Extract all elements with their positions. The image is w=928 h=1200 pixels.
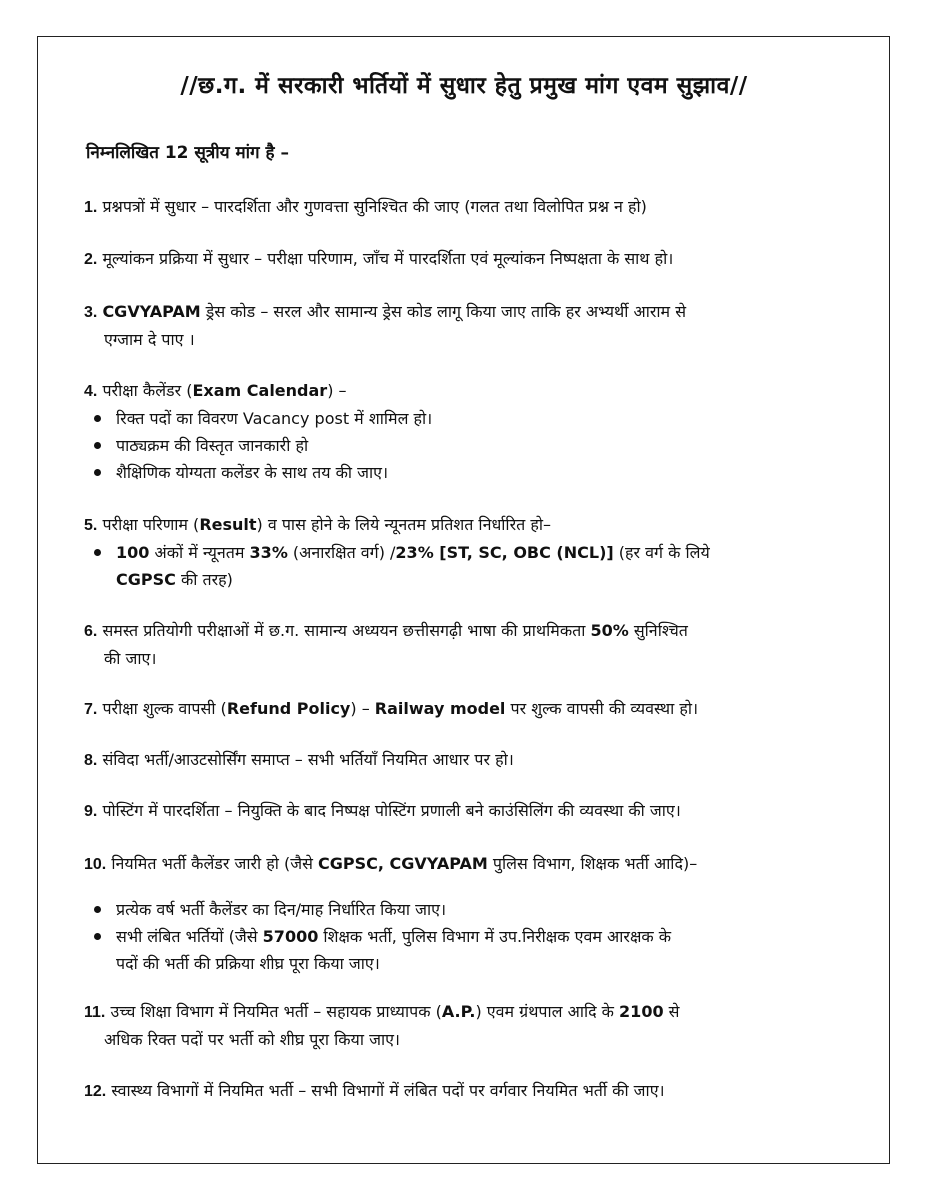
demand-item-9 bbox=[84, 797, 874, 825]
bullet-bold-text: 33% bbox=[249, 543, 288, 562]
bullet-bold-text: CGPSC bbox=[116, 570, 176, 589]
item-number: 9. bbox=[84, 803, 98, 820]
list-item bbox=[84, 459, 874, 486]
bullet-text: रिक्त पदों का विवरण Vacancy post में शामिल हो। bbox=[116, 409, 433, 428]
bullet-text: शैक्षिणिक योग्यता कलेंडर के साथ तय की जाए। bbox=[116, 463, 389, 482]
bullet-text: की तरह) bbox=[175, 570, 233, 589]
item-bold-text: Railway model bbox=[374, 699, 506, 718]
bullet-icon bbox=[94, 415, 101, 422]
item-continuation: एग्जाम दे पाए । bbox=[104, 330, 195, 349]
item-text: ) – bbox=[327, 381, 347, 400]
bullet-text: पाठ्यक्रम की विस्तृत जानकारी हो bbox=[116, 436, 309, 455]
bullet-bold-text: 23% [ST, SC, OBC (NCL)] bbox=[395, 543, 614, 562]
list-item bbox=[84, 923, 874, 977]
item-bold-text: 50% bbox=[590, 621, 629, 640]
bullet-icon bbox=[94, 549, 101, 556]
demand-item-12 bbox=[84, 1077, 874, 1105]
item-number: 10. bbox=[84, 856, 107, 873]
list-item bbox=[84, 896, 874, 923]
bullet-icon bbox=[94, 906, 101, 913]
item-text: से bbox=[663, 1002, 680, 1021]
demand-item-7 bbox=[84, 695, 874, 723]
list-item bbox=[84, 405, 874, 432]
item-text: परीक्षा कैलेंडर ( bbox=[102, 381, 193, 400]
bullet-icon bbox=[94, 933, 101, 940]
item-text: ड्रेस कोड – सरल और सामान्य ड्रेस कोड लागू किया जाए ताकि हर अभ्यर्थी आराम से bbox=[200, 302, 687, 321]
bullet-text: प्रत्येक वर्ष भर्ती कैलेंडर का दिन/माह निर्धारित किया जाए। bbox=[116, 900, 447, 919]
bullet-list bbox=[84, 896, 874, 977]
bullet-text: शिक्षक भर्ती, पुलिस विभाग में उप.निरीक्षक एवम आरक्षक के bbox=[318, 927, 672, 946]
item-number: 5. bbox=[84, 517, 98, 534]
item-text: सुनिश्चित bbox=[628, 621, 688, 640]
bullet-text: पदों की भर्ती की प्रक्रिया शीघ्र पूरा किया जाए। bbox=[116, 954, 380, 973]
bullet-list bbox=[84, 539, 874, 593]
demand-item-11 bbox=[84, 998, 874, 1053]
item-continuation: की जाए। bbox=[104, 649, 157, 668]
list-item bbox=[84, 539, 874, 593]
bullet-bold-text: 57000 bbox=[262, 927, 319, 946]
item-bold-text: CGVYAPAM bbox=[102, 302, 201, 321]
bullet-text: अंकों में न्यूनतम bbox=[149, 543, 250, 562]
list-item bbox=[84, 432, 874, 459]
item-bold-text: Exam Calendar bbox=[192, 381, 328, 400]
item-bold-text: Result bbox=[199, 515, 257, 534]
item-bold-text: 2100 bbox=[619, 1002, 664, 1021]
item-bold-text: Refund Policy bbox=[226, 699, 351, 718]
item-text: पोस्टिंग में पारदर्शिता – नियुक्ति के बाद निष्पक्ष पोस्टिंग प्रणाली बने काउंसिलिंग की व्यवस्था की जाए। bbox=[102, 801, 681, 820]
intro-line: निम्नलिखित 12 सूत्रीय मांग है – bbox=[86, 143, 289, 163]
item-text: प्रश्नपत्रों में सुधार – पारदर्शिता और गुणवत्ता सुनिश्चित की जाए (गलत तथा विलोपित प्रश्न न हो) bbox=[102, 197, 647, 216]
item-text: मूल्यांकन प्रक्रिया में सुधार – परीक्षा परिणाम, जाँच में पारदर्शिता एवं मूल्यांकन निष्पक्षता के साथ हो। bbox=[102, 249, 674, 268]
item-number: 3. bbox=[84, 304, 98, 321]
demand-item-1 bbox=[84, 193, 874, 221]
demand-item-4 bbox=[84, 377, 874, 486]
item-continuation: अधिक रिक्त पदों पर भर्ती को शीघ्र पूरा किया जाए। bbox=[104, 1030, 400, 1049]
item-bold-text: CGPSC, CGVYAPAM bbox=[318, 854, 488, 873]
bullet-icon bbox=[94, 469, 101, 476]
item-text: परीक्षा परिणाम ( bbox=[102, 515, 200, 534]
item-number: 1. bbox=[84, 199, 98, 216]
item-text: समस्त प्रतियोगी परीक्षाओं में छ.ग. सामान्य अध्ययन छत्तीसगढ़ी भाषा की प्राथमिकता bbox=[102, 621, 591, 640]
item-bold-text: A.P. bbox=[441, 1002, 476, 1021]
bullet-text: सभी लंबित भर्तियों (जैसे bbox=[116, 927, 263, 946]
item-number: 12. bbox=[84, 1083, 107, 1100]
bullet-text: (अनारक्षित वर्ग) / bbox=[287, 543, 396, 562]
item-text: पर शुल्क वापसी की व्यवस्था हो। bbox=[505, 699, 699, 718]
item-text: संविदा भर्ती/आउटसोर्सिंग समाप्त – सभी भर्तियाँ नियमित आधार पर हो। bbox=[102, 750, 514, 769]
item-text: उच्च शिक्षा विभाग में नियमित भर्ती – सहायक प्राध्यापक ( bbox=[110, 1002, 442, 1021]
item-text: परीक्षा शुल्क वापसी ( bbox=[102, 699, 227, 718]
item-number: 6. bbox=[84, 623, 98, 640]
item-text: नियमित भर्ती कैलेंडर जारी हो (जैसे bbox=[111, 854, 319, 873]
bullet-text: (हर वर्ग के लिये bbox=[613, 543, 710, 562]
demand-item-6 bbox=[84, 617, 874, 672]
item-number: 2. bbox=[84, 251, 98, 268]
item-number: 4. bbox=[84, 383, 98, 400]
item-number: 7. bbox=[84, 701, 98, 718]
item-number: 8. bbox=[84, 752, 98, 769]
bullet-list bbox=[84, 405, 874, 486]
demand-item-5 bbox=[84, 511, 874, 593]
demand-item-8 bbox=[84, 746, 874, 774]
demand-item-10 bbox=[84, 850, 874, 977]
item-number: 11. bbox=[84, 1004, 106, 1021]
bullet-icon bbox=[94, 442, 101, 449]
item-text: स्वास्थ्य विभागों में नियमित भर्ती – सभी विभागों में लंबित पदों पर वर्गवार नियमित भर्ती की जाए। bbox=[111, 1081, 665, 1100]
item-text: ) – bbox=[350, 699, 375, 718]
demand-item-2 bbox=[84, 245, 874, 273]
item-text: ) व पास होने के लिये न्यूनतम प्रतिशत निर्धारित हो– bbox=[256, 515, 551, 534]
demand-item-3 bbox=[84, 298, 874, 353]
document-title: //छ.ग. में सरकारी भर्तियों में सुधार हेतु प्रमुख मांग एवम सुझाव// bbox=[180, 73, 748, 99]
item-text: ) एवम ग्रंथपाल आदि के bbox=[475, 1002, 620, 1021]
item-text: पुलिस विभाग, शिक्षक भर्ती आदि)– bbox=[487, 854, 698, 873]
bullet-bold-text: 100 bbox=[116, 543, 150, 562]
